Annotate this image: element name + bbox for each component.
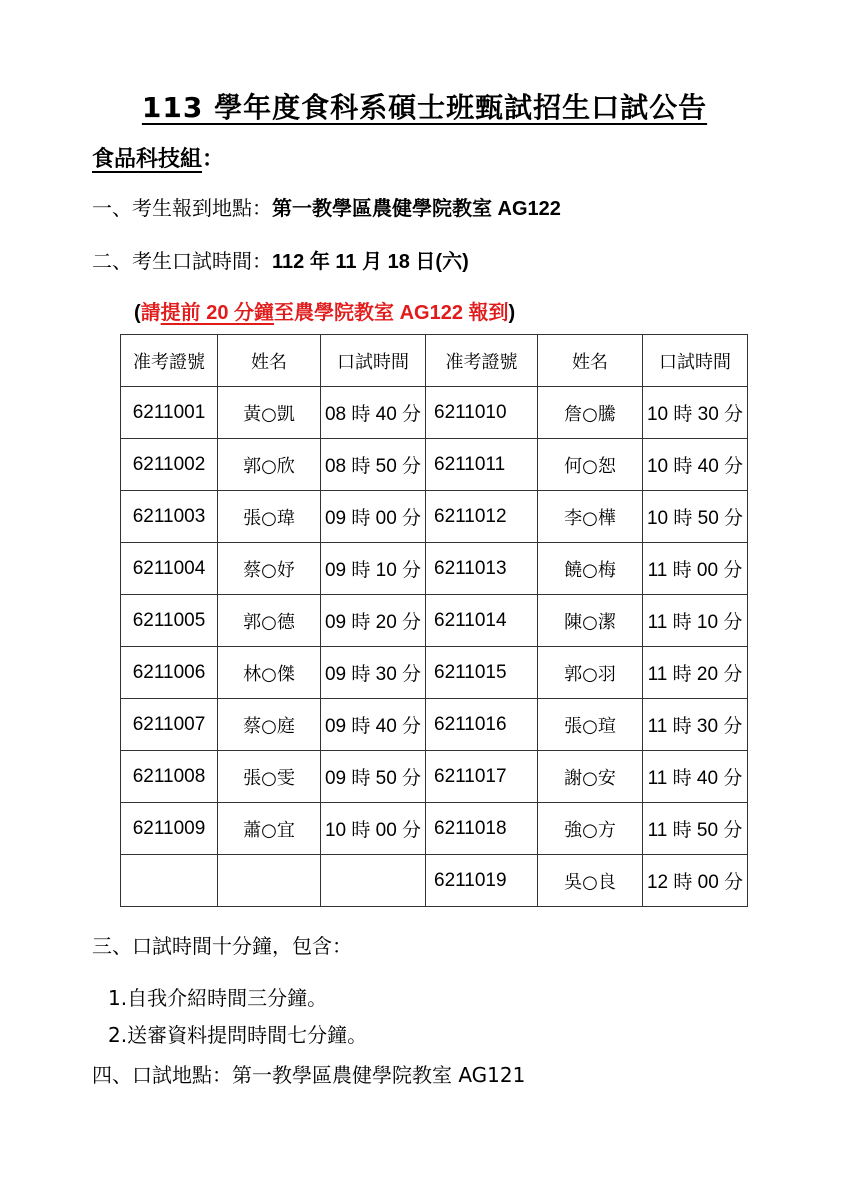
table-row [121, 439, 748, 491]
list-item-questions: 2.送審資料提問時間七分鐘。 [108, 1023, 368, 1047]
section1-prefix: 一、考生報到地點： [92, 196, 272, 220]
header-name-2: 姓名 [538, 335, 643, 387]
time-cell: 09 時 00 分 [321, 491, 426, 543]
header-exam-id-2: 准考證號 [426, 335, 538, 387]
exam-id-cell: 6211006 [121, 647, 218, 699]
table-row [121, 855, 748, 907]
table-row [121, 387, 748, 439]
name-cell: 蕭○宜 [218, 803, 321, 855]
section-interview-duration: 三、口試時間十分鐘，包含： [92, 934, 352, 958]
notice-part3: 至農學院教室 AG122 報到 [274, 302, 509, 324]
exam-id-cell: 6211001 [121, 387, 218, 439]
exam-id-cell: 6211004 [121, 543, 218, 595]
title-text: 113 學年度食科系碩士班甄試招生口試公告 [141, 91, 708, 124]
page-title [0, 86, 849, 126]
exam-id-cell: 6211012 [426, 491, 538, 543]
table-row [121, 751, 748, 803]
time-cell [321, 855, 426, 907]
time-cell: 08 時 50 分 [321, 439, 426, 491]
section1-value: 第一教學區農健學院教室 AG122 [272, 198, 561, 220]
name-cell: 吳○良 [538, 855, 643, 907]
table-row [121, 543, 748, 595]
name-cell: 張○雯 [218, 751, 321, 803]
name-cell: 林○傑 [218, 647, 321, 699]
time-cell: 11 時 00 分 [643, 543, 748, 595]
exam-id-cell: 6211007 [121, 699, 218, 751]
name-cell: 張○瑄 [538, 699, 643, 751]
notice-close: ) [508, 302, 516, 324]
name-cell: 詹○騰 [538, 387, 643, 439]
group-label: 食品科技組 [92, 147, 203, 172]
exam-id-cell: 6211013 [426, 543, 538, 595]
header-time: 口試時間 [321, 335, 426, 387]
time-cell: 09 時 50 分 [321, 751, 426, 803]
name-cell: 郭○羽 [538, 647, 643, 699]
exam-id-cell: 6211009 [121, 803, 218, 855]
notice-part1: 請 [140, 302, 161, 324]
time-cell: 09 時 20 分 [321, 595, 426, 647]
time-cell: 11 時 40 分 [643, 751, 748, 803]
group-colon: ： [202, 147, 225, 172]
name-cell: 蔡○庭 [218, 699, 321, 751]
time-cell: 11 時 30 分 [643, 699, 748, 751]
name-cell [218, 855, 321, 907]
time-cell: 09 時 30 分 [321, 647, 426, 699]
name-cell: 謝○安 [538, 751, 643, 803]
interview-schedule-table [120, 334, 748, 907]
header-time-2: 口試時間 [643, 335, 748, 387]
exam-id-cell: 6211018 [426, 803, 538, 855]
notice-part2: 提前 20 分鐘 [160, 302, 275, 324]
name-cell: 李○樺 [538, 491, 643, 543]
exam-id-cell: 6211002 [121, 439, 218, 491]
section2-value: 112 年 11 月 18 日(六) [272, 251, 469, 273]
time-cell: 09 時 10 分 [321, 543, 426, 595]
time-cell: 10 時 30 分 [643, 387, 748, 439]
name-cell: 蔡○妤 [218, 543, 321, 595]
section2-prefix: 二、考生口試時間： [92, 249, 272, 273]
exam-id-cell: 6211005 [121, 595, 218, 647]
time-cell: 11 時 50 分 [643, 803, 748, 855]
time-cell: 10 時 50 分 [643, 491, 748, 543]
list-item-intro: 1.自我介紹時間三分鐘。 [108, 986, 328, 1010]
table-row [121, 647, 748, 699]
exam-id-cell: 6211014 [426, 595, 538, 647]
exam-id-cell [121, 855, 218, 907]
table-row [121, 803, 748, 855]
time-cell: 10 時 40 分 [643, 439, 748, 491]
name-cell: 黃○凱 [218, 387, 321, 439]
time-cell: 12 時 00 分 [643, 855, 748, 907]
exam-id-cell: 6211010 [426, 387, 538, 439]
name-cell: 強○方 [538, 803, 643, 855]
table-row [121, 699, 748, 751]
time-cell: 10 時 00 分 [321, 803, 426, 855]
header-exam-id: 准考證號 [121, 335, 218, 387]
group-heading [92, 142, 224, 173]
name-cell: 何○恕 [538, 439, 643, 491]
name-cell: 張○瑋 [218, 491, 321, 543]
time-cell: 09 時 40 分 [321, 699, 426, 751]
section-interview-location: 四、口試地點：第一教學區農健學院教室 AG121 [92, 1063, 526, 1087]
time-cell: 08 時 40 分 [321, 387, 426, 439]
exam-id-cell: 6211015 [426, 647, 538, 699]
time-cell: 11 時 20 分 [643, 647, 748, 699]
exam-id-cell: 6211017 [426, 751, 538, 803]
table-row [121, 595, 748, 647]
report-notice [134, 296, 515, 325]
section-report-location [92, 192, 561, 221]
table-header-row [121, 335, 748, 387]
name-cell: 饒○梅 [538, 543, 643, 595]
time-cell: 11 時 10 分 [643, 595, 748, 647]
exam-id-cell: 6211016 [426, 699, 538, 751]
name-cell: 郭○欣 [218, 439, 321, 491]
exam-id-cell: 6211011 [426, 439, 538, 491]
table-row [121, 491, 748, 543]
name-cell: 郭○德 [218, 595, 321, 647]
exam-id-cell: 6211003 [121, 491, 218, 543]
section-interview-date [92, 245, 469, 274]
notice-open: ( [134, 302, 141, 324]
name-cell: 陳○潔 [538, 595, 643, 647]
exam-id-cell: 6211008 [121, 751, 218, 803]
exam-id-cell: 6211019 [426, 855, 538, 907]
header-name: 姓名 [218, 335, 321, 387]
